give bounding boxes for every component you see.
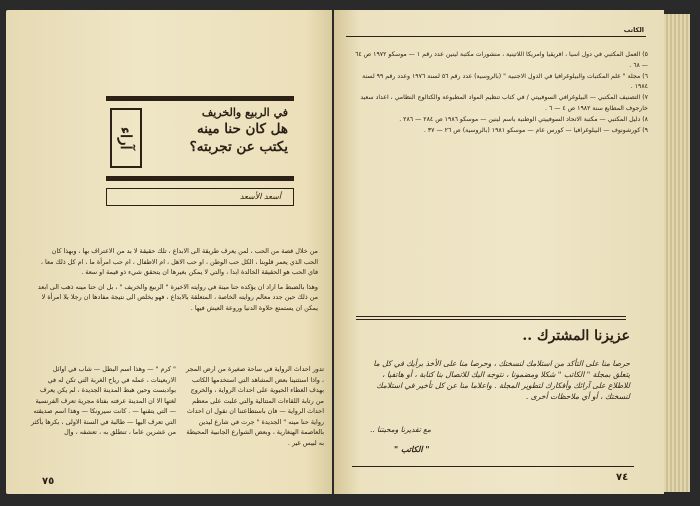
title-top-bar bbox=[106, 96, 294, 101]
column-paragraph: " كرم " — وهذا اسم البطل — شاب في اوائل الاربعينات ، عمله في رياح الغربة التي تكن له في بوادبست وحين هبط المدينة الجديدة ، لم يكن يعرف لغتها الا ان المدينة عرفته بفتاة مجرية تعرف الفرنسية — التي يتقنها — . كانت سيرونكا — وهذا اسم صديقته التي تعرف اليها — طالبة في السنة الاولى ، بكرها بأكثر من عشرين عاما ، تنطلق به ، تعشقه ، وإل bbox=[31, 365, 176, 436]
notice-letter: حرصا منا على التأكد من استلامك لنسختك ، وحرصا منا على الأخذ برأيك في كل ما يتعلق بمجلة " الكاتب " شكلا ومضمونا ، نتوجه اليك للاتصال بنا كتابة ، أو هاتفيا ، للاطلاع على آرائك وأفكارك لتطوير المجلة . واعلاما منا عن كل تأخير في استلامك لنسختك ، أو أي ملاحظات أخرى . bbox=[373, 359, 630, 401]
right-page bbox=[334, 10, 664, 494]
page-number: ٧٥ bbox=[42, 476, 55, 487]
reference-item: ٩) كورشونوف — البيلوغرافيا — كورس عام — موسكو ١٩٨١ (بالروسية) ص ٢٦ — ٣٧ . bbox=[423, 126, 648, 134]
section-logo: آراء bbox=[110, 108, 142, 168]
header-rule bbox=[346, 36, 646, 37]
reference-item: ٧) التصنيف المكتبي — البيلوغرافي السوفييتي / في كتاب تنظيم المواد المطبوعة والكتالوج النظامي ، اعداد سعيد خارجوف المطابع سنة ١٩٨٢ ص ٤ — ٦ . bbox=[360, 94, 648, 112]
left-page bbox=[6, 10, 332, 494]
column-paragraph: تدور احداث الرواية في ساحة صغيرة من ارض المجر ، واذا استثنينا بعض المشاهد التي استخدمها الكاتب بهدف الغطاء الحيوية على احداث الرواية ، والخروج من رتابة اللقاءات المتتالية والتي غلبت على معظم احداث الرواية — فان باستطاعتنا ان نقول ان احداث رواية حنا مينه " الجديدة " جرت في شارع ليدين بالعاصمة الهنغارية ، وبعض الشوارع الجانبية المحيطة به لبيس غير . bbox=[185, 365, 324, 447]
article-title bbox=[138, 106, 288, 156]
footer-rule bbox=[352, 466, 634, 467]
running-head: الكاتب bbox=[623, 26, 644, 34]
separator-line bbox=[356, 316, 626, 317]
notice-heading: عزيزنا المشترك .. bbox=[522, 328, 630, 344]
reference-item: ٦) مجلة " علم المكتبات والبيلوغرافيا في الدول الاجنبية " (بالروسية) عدد رقم ٥٦ لسنة ١٩٧٦ وعدد رقم ٩٩ لسنة ١٩٨٤ . bbox=[362, 72, 648, 91]
intro-paragraph: وهذا بالضبط ما اراد ان يؤكده حنا مينة في روايته الاخيرة " الربيع والخريف " ، بل ان حنا مينه ذهب الى ابعد من ذلك حين جدد معالم روايته الخاصة ، المتعلقة بالابداع ، فهو يخلص الى نتيجة مفادها ان رجلا بلا امرأة لا يمكن ان يستمتع حلاوة الدنيا وروعة العيش فيها . bbox=[37, 282, 318, 312]
reference-item: ٥) العمل المكتبي في دول اسيا ، افريقيا وامريكا اللاتينية ، منشورات مكتبة لينين عدد رقم ١ — موسكو ١٩٧٢ ص ٦٤ — ٦٨ . bbox=[355, 51, 648, 69]
title-line-1: في الربيع والخريف bbox=[201, 106, 288, 119]
page-edges bbox=[664, 14, 690, 492]
article-column-left bbox=[30, 364, 176, 438]
notice-closing: مع تقديرنا ومحبتنا .. bbox=[370, 425, 431, 434]
article-title-box bbox=[106, 96, 294, 208]
title-line-3: يكتب عن تجربته؟ bbox=[189, 139, 288, 155]
page-number: ٧٤ bbox=[616, 472, 629, 483]
title-line-2: هل كان حنا مينه bbox=[196, 121, 288, 137]
article-intro bbox=[36, 246, 318, 313]
article-column-right bbox=[184, 364, 324, 448]
article-author: أسعد الأسعد bbox=[106, 188, 294, 206]
intro-paragraph: من خلال قصة من الحب ، لمن يعرف طريقة الى الابداع ، تلك حقيقة لا بد من الاعتراف بها ، وبهذا كان الحب الذي يعمر قلوبنا ، الكل حب الوطن ، او حب الاهل ، ام الاطفال ، ام حب امرأة ما ، ام كل ذلك معا ، فاي الحب هو الحقيقة الخالدة ابدا ، والتي لا يمكن بغيرها ان يتحقق شيء ذو قيمة او سعة . bbox=[40, 247, 318, 276]
separator-line bbox=[356, 319, 626, 320]
title-bottom-bar bbox=[106, 176, 294, 181]
notice-signature: " الكاتب " bbox=[394, 444, 430, 454]
references-list bbox=[348, 50, 648, 136]
reference-item: ٨) دليل المكتبي — مكتبة الاتحاد السوفييتي الوطنية باسم لينين — موسكو ١٩٨٦ ص ٢٨٤ — ٢٨٦ . bbox=[399, 115, 648, 123]
